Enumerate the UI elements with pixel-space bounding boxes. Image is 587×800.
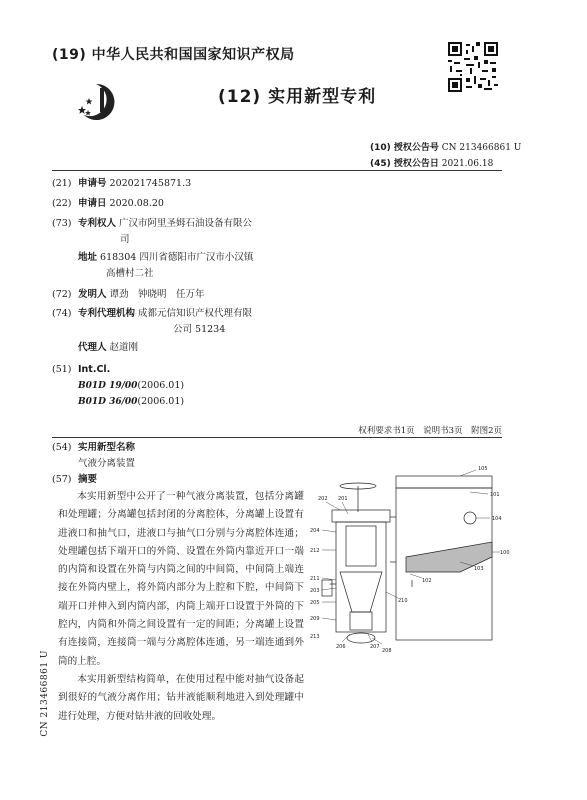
body-divider (52, 437, 502, 438)
address: 地址 618304 四川省德阳市广汉市小汉镇 高槽村二社 (78, 252, 254, 279)
device-drawing (310, 462, 510, 662)
label-209: 209 (310, 616, 320, 622)
office-title: (19) 中华人民共和国国家知识产权局 (52, 47, 295, 63)
label-103: 103 (474, 566, 484, 572)
label-102: 102 (422, 578, 432, 584)
qr-code-icon (448, 42, 498, 92)
header-divider (52, 170, 502, 171)
document-type: (12) 实用新型专利 (218, 87, 377, 107)
label-202: 202 (318, 496, 328, 502)
label-212: 212 (310, 548, 320, 554)
abstract-paragraph-1: 本实用新型中公开了一种气液分离装置，包括分离罐和处理罐；分离罐包括封闭的分离腔体，分离罐上设置有进液口和抽气口，进液口与抽气口分别与分离腔体连通；处理罐包括下端开口的外筒、设置在外筒内靠近开口一端的内筒和设置在外筒与内筒之间的中间筒，中间筒上端连接在外筒内壁上，将外筒内部分为上腔和下腔，中间筒下端开口并伸入到内筒内部，内筒上端开口设置于外筒的下腔内，内筒和外筒之间设置有一定的间距；分离罐上设置有连接筒，连接筒一端与分离腔体连通，另一端连通到外筒的上腔。 (58, 491, 304, 667)
publication-number: (10) 授权公告号 CN 213466861 U (370, 143, 522, 153)
page-counts: 权利要求书1页 说明书3页 附图2页 (358, 426, 502, 436)
label-210: 210 (398, 598, 408, 604)
label-100: 100 (500, 550, 510, 556)
publication-date: (45) 授权公告日 2021.06.18 (370, 159, 494, 169)
label-201: 201 (338, 496, 348, 502)
utility-model-name: (54) 实用新型名称 (52, 442, 136, 453)
application-number: (21) 申请号 202021745871.3 (52, 178, 192, 189)
ipc-class-2: B01D 36/00(2006.01) (78, 396, 185, 407)
label-205: 205 (310, 600, 320, 606)
label-104: 104 (492, 516, 502, 522)
label-105: 105 (478, 466, 488, 472)
label-211: 211 (310, 576, 320, 582)
cnipa-emblem (74, 80, 118, 124)
patentee: (73) 专利权人 广汉市阿里圣姆石油设备有限公 司 (52, 218, 253, 245)
label-101: 101 (490, 492, 500, 498)
inventors: (72) 发明人 谭劲 钟晓明 任万年 (52, 289, 205, 300)
patent-agency: (74) 专利代理机构 成都元信知识产权代理有限 公司 51234 (52, 308, 253, 335)
int-cl: (51) Int.Cl. (52, 364, 111, 375)
patent-agent: 代理人 赵道刚 (78, 342, 139, 353)
application-date: (22) 申请日 2020.08.20 (52, 198, 164, 209)
label-208: 208 (382, 648, 392, 654)
ipc-class-1: B01D 19/00(2006.01) (78, 380, 185, 391)
label-206: 206 (336, 644, 346, 650)
label-213: 213 (310, 634, 320, 640)
side-publication-number: CN 213466861 U (40, 650, 50, 737)
abstract-text (58, 488, 304, 726)
label-207: 207 (370, 644, 380, 650)
abstract-paragraph-2: 本实用新型结构简单，在使用过程中能对抽气设备起到很好的气液分离作用；钻井液能顺利地进入到处理罐中进行处理，方便对钻井液的回收处理。 (58, 673, 304, 722)
label-203: 203 (310, 588, 320, 594)
utility-model-title: 气液分离装置 (78, 458, 136, 469)
label-204: 204 (310, 528, 320, 534)
abstract-heading: (57) 摘要 (52, 474, 98, 485)
